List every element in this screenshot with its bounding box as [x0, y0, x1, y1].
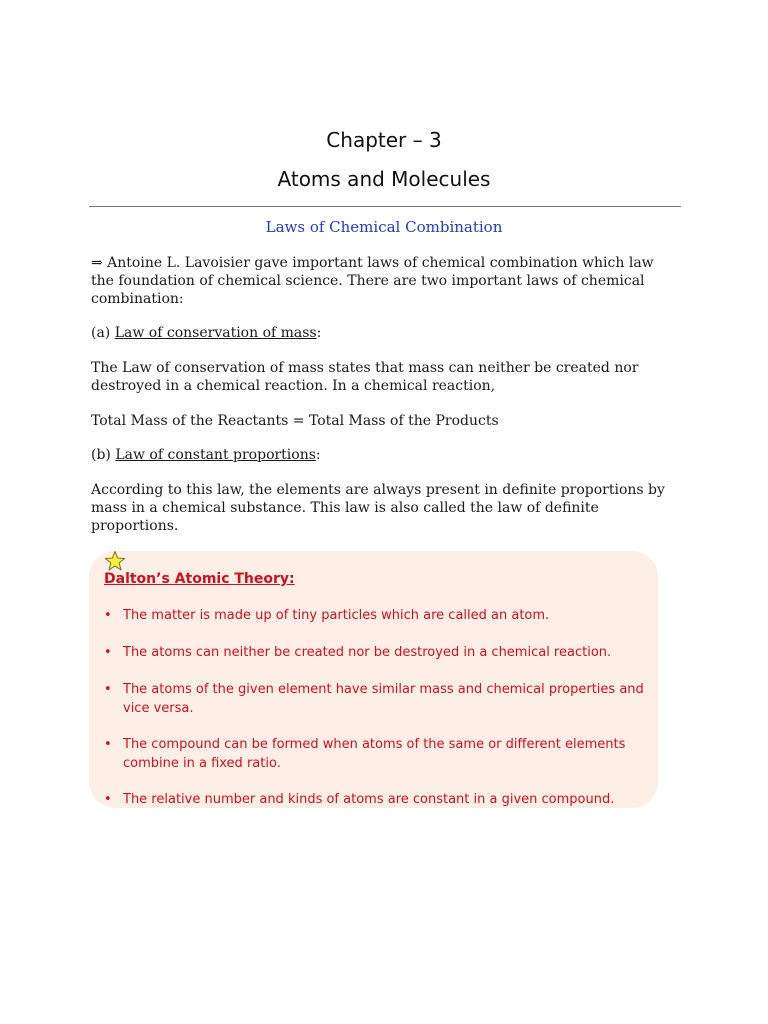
- section-heading: Laws of Chemical Combination: [265, 218, 503, 236]
- law-b-heading: [91, 446, 681, 464]
- bullet-icon: •: [104, 737, 112, 752]
- list-item: [102, 643, 647, 662]
- law-a-suffix: :: [316, 325, 322, 341]
- dalton-point-text: The matter is made up of tiny particles which are called an atom.: [123, 608, 550, 623]
- title-divider: [89, 206, 681, 207]
- list-item: [102, 735, 647, 773]
- law-b-prefix: (b): [91, 447, 116, 463]
- list-item: [102, 680, 647, 718]
- list-item: [102, 790, 647, 809]
- bullet-icon: •: [104, 682, 112, 697]
- mass-equation: Total Mass of the Reactants = Total Mass of the Products: [91, 413, 499, 429]
- law-b-name: Law of constant proportions: [115, 447, 316, 463]
- dalton-point-text: The atoms can neither be created nor be destroyed in a chemical reaction.: [123, 645, 612, 660]
- law-a-name: Law of conservation of mass: [114, 325, 317, 341]
- law-b-paragraph: According to this law, the elements are always present in definite proportions by mass in a chemical substance. This law is also called the law of definite proportions.: [91, 482, 665, 534]
- bullet-icon: •: [104, 792, 112, 807]
- list-item: [102, 606, 647, 625]
- dalton-point-text: The relative number and kinds of atoms are constant in a given compound.: [123, 792, 615, 807]
- bullet-icon: •: [104, 645, 112, 660]
- dalton-heading: Dalton’s Atomic Theory:: [104, 571, 295, 587]
- law-b-suffix: :: [315, 447, 321, 463]
- dalton-point-text: The atoms of the given element have similar mass and chemical properties and vice versa.: [123, 682, 644, 716]
- dalton-points-list: [102, 606, 647, 809]
- law-a-prefix: (a): [91, 325, 115, 341]
- intro-paragraph: ⇒ Antoine L. Lavoisier gave important laws of chemical combination which law the foundation of chemical science. There are two important laws of chemical combination:: [91, 255, 654, 307]
- law-a-paragraph: The Law of conservation of mass states that mass can neither be created nor destroyed in a chemical reaction. In a chemical reaction,: [91, 360, 639, 394]
- bullet-icon: •: [104, 608, 112, 623]
- chapter-number: Chapter – 3: [326, 128, 442, 152]
- dalton-point-text: The compound can be formed when atoms of the same or different elements combine in a fixed ratio.: [123, 737, 626, 771]
- star-icon: [104, 550, 126, 572]
- chapter-title: Atoms and Molecules: [277, 167, 491, 191]
- law-a-heading: [91, 324, 681, 342]
